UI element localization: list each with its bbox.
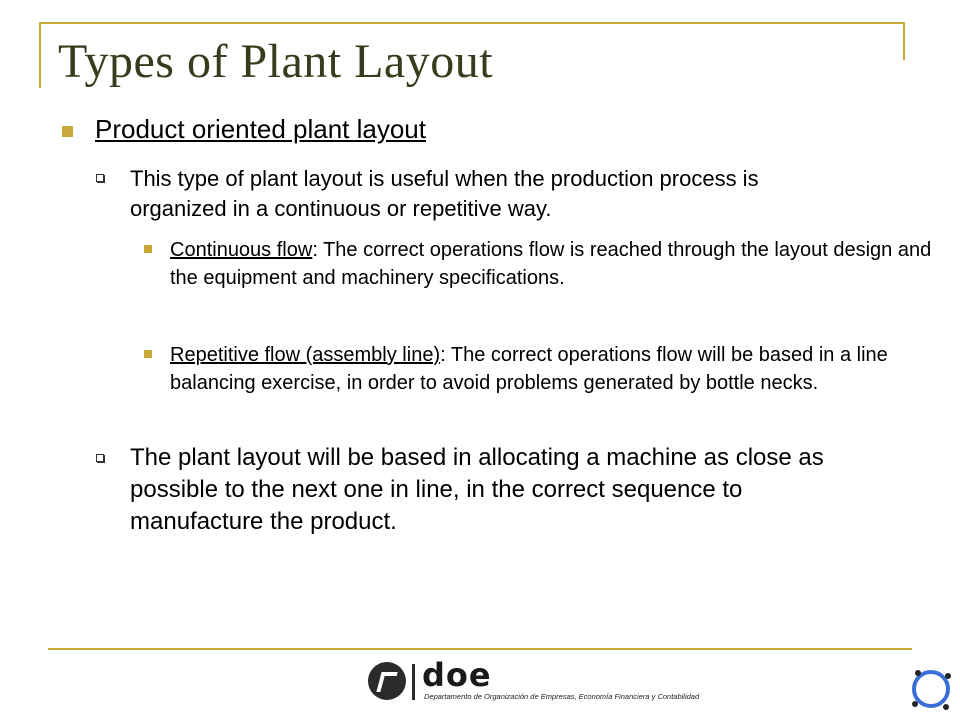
department-logo — [368, 656, 700, 704]
subpoint-1-term: Continuous flow — [170, 239, 313, 261]
corner-dot — [912, 701, 918, 707]
subpoint-1-body: : The correct operations flow is reached through the layout design and the equipment and machinery specifications. — [170, 239, 932, 289]
left-frame-line — [39, 22, 41, 88]
corner-ring — [914, 672, 948, 706]
heading-text: Product oriented plant layout — [95, 114, 426, 144]
subpoint-2-term: Repetitive flow (assembly line) — [170, 344, 441, 366]
square-bullet-icon — [144, 245, 152, 253]
subpoint-2-text — [170, 341, 940, 397]
point-2-text: The plant layout will be based in allocating a machine as close as possible to the next one in line, in the correct sequence to manufacture the product. — [130, 444, 824, 535]
square-bullet-icon — [144, 350, 152, 358]
corner-dot — [943, 704, 949, 710]
subpoint-2-body: : The correct operations flow will be based in a line balancing exercise, in order to avoid problems generated by bottle necks. — [170, 344, 888, 394]
bottom-frame-line — [48, 648, 912, 650]
square-bullet-icon — [62, 126, 73, 137]
box-bullet-icon — [96, 174, 104, 182]
logo-divider — [412, 664, 415, 700]
point-1-text: This type of plant layout is useful when the production process is organized in a continuous or repetitive way. — [130, 166, 759, 221]
top-frame-line — [40, 22, 905, 24]
corner-dot — [915, 670, 921, 676]
corner-ring-icon — [906, 664, 956, 714]
corner-dot — [945, 673, 951, 679]
subpoint-1-text — [170, 236, 940, 292]
logo-wordmark: doe — [422, 656, 492, 694]
slide-title: Types of Plant Layout — [58, 35, 494, 88]
right-frame-line — [903, 22, 905, 60]
logo-subtitle: Departamento de Organización de Empresas, Economía Financiera y Contabilidad — [424, 692, 700, 701]
box-bullet-icon — [96, 454, 104, 462]
logo-emblem-icon — [368, 662, 406, 700]
